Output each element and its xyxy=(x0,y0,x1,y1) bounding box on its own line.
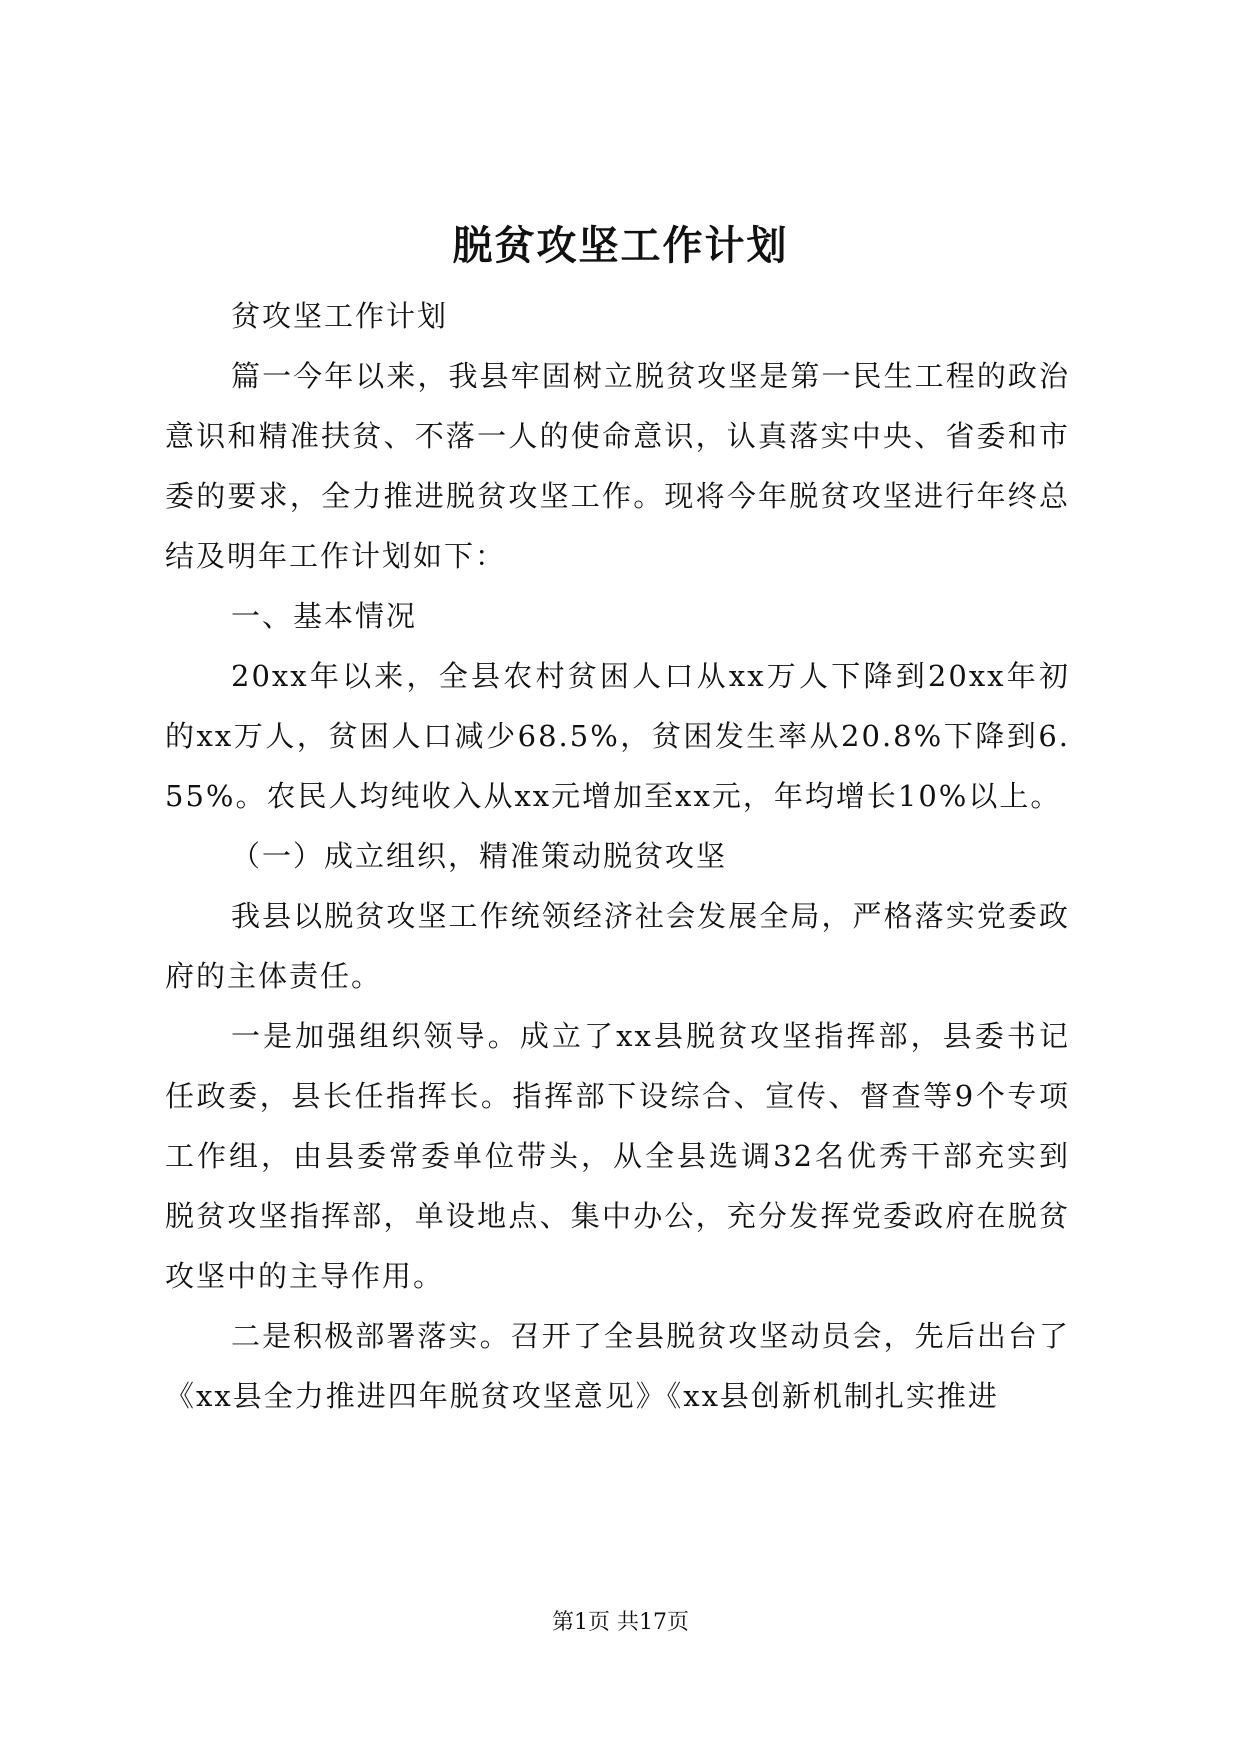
paragraph-leadership: 一是加强组织领导。成立了xx县脱贫攻坚指挥部，县委书记任政委，县长任指挥长。指挥部下设综合、宣传、督查等9个专项工作组，由县委常委单位带头，从全县选调32名优秀干部充实到脱贫攻坚指挥部，单设地点、集中办公，充分发挥党委政府在脱贫攻坚中的主导作用。 xyxy=(165,1019,1070,1293)
document-body xyxy=(165,286,1070,1426)
document-title: 脱贫攻坚工作计划 xyxy=(452,222,789,269)
paragraph-subtitle: 贫攻坚工作计划 xyxy=(231,299,449,333)
paragraph-intro: 篇一今年以来，我县牢固树立脱贫攻坚是第一民生工程的政治意识和精准扶贫、不落一人的使命意识，认真落实中央、省委和市委的要求，全力推进脱贫攻坚工作。现将今年脱贫攻坚进行年终总结及明年工作计划如下： xyxy=(165,359,1070,573)
footer-prefix: 第 xyxy=(551,1610,574,1635)
section-heading-basic: 一、基本情况 xyxy=(231,599,418,633)
footer-total-pages: 17 xyxy=(639,1610,667,1635)
paragraph-deployment: 二是积极部署落实。召开了全县脱贫攻坚动员会，先后出台了《xx县全力推进四年脱贫攻坚意见》《xx县创新机制扎实推进 xyxy=(165,1319,1070,1413)
paragraph-statistics: 20xx年以来，全县农村贫困人口从xx万人下降到20xx年初的xx万人，贫困人口减少68.5%，贫困发生率从20.8%下降到6.55%。农民人均纯收入从xx元增加至xx元，年均增长10%以上。 xyxy=(165,659,1070,813)
footer-suffix: 页 xyxy=(667,1610,690,1635)
page-footer xyxy=(0,1610,1241,1636)
footer-mid: 页 共 xyxy=(588,1610,639,1635)
paragraph-responsibility: 我县以脱贫攻坚工作统领经济社会发展全局，严格落实党委政府的主体责任。 xyxy=(165,899,1070,993)
footer-page-number: 1 xyxy=(574,1610,588,1635)
subsection-heading-organization: （一）成立组织，精准策动脱贫攻坚 xyxy=(231,839,728,873)
